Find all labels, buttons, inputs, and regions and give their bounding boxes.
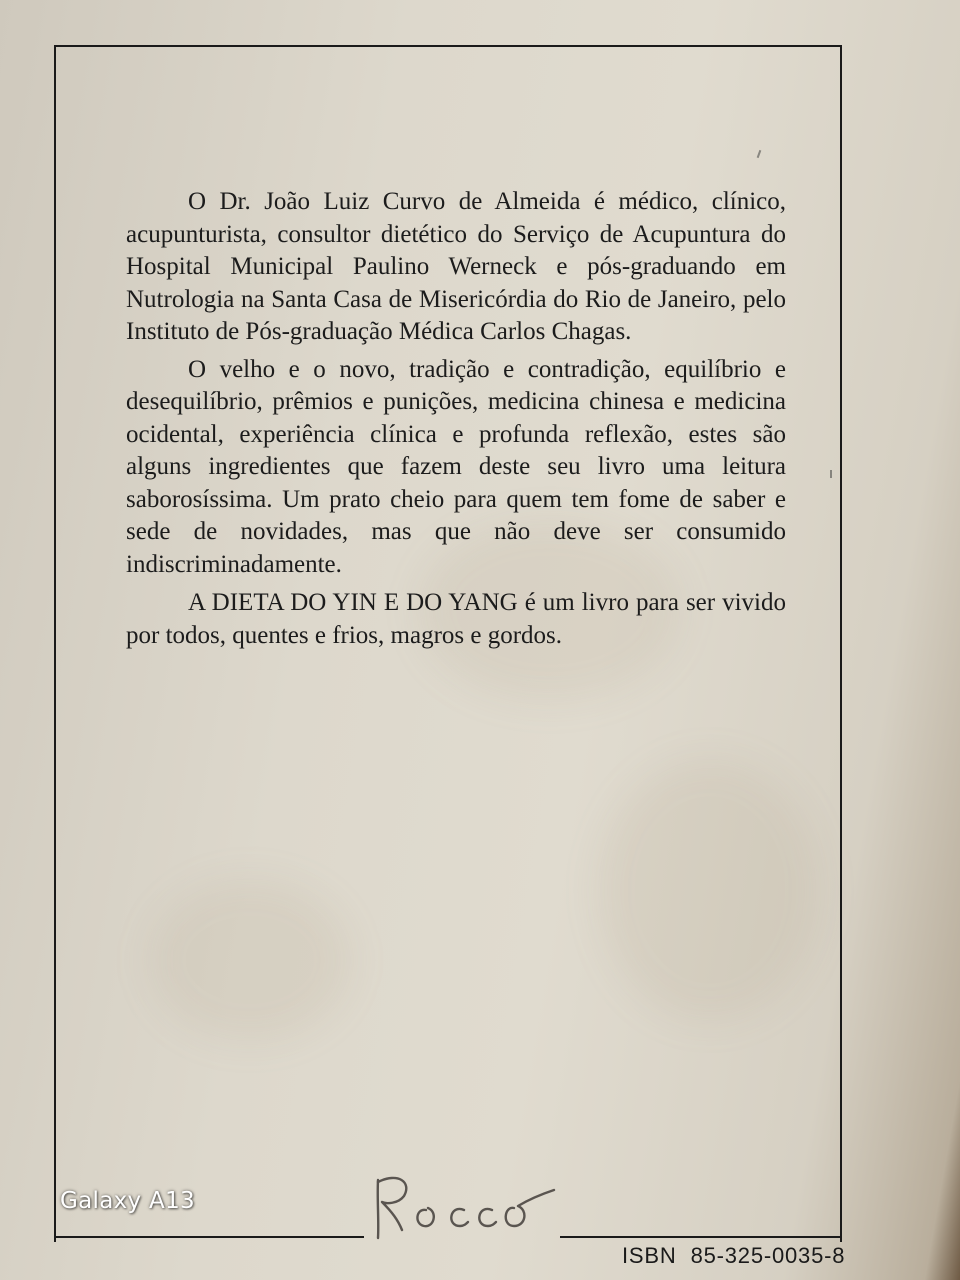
publisher-handwritten-signature	[368, 1160, 558, 1250]
closing-paragraph: A DIETA DO YIN E DO YANG é um livro para ser vivido por todos, quentes e frios, magros e gordos.	[126, 589, 786, 649]
isbn-number: 85-325-0035-8	[690, 1243, 846, 1268]
camera-watermark: Galaxy A13	[60, 1188, 195, 1214]
back-cover-blurb	[126, 186, 786, 652]
cover-border-bottom-right	[560, 1236, 840, 1238]
book-description-paragraph: O velho e o novo, tradição e contradição, equilíbrio e desequilíbrio, prêmios e punições, medicina chinesa e medicina ocidental, experiência clínica e profunda reflexão, estes são alguns ingredientes que fazem deste seu livro uma leitura saborosíssima. Um prato cheio para quem tem fome de saber e sede de novidades, mas que não deve ser consumido indiscriminadamente.	[126, 355, 786, 578]
isbn-label: ISBN	[622, 1243, 677, 1268]
isbn-code	[622, 1243, 845, 1269]
cover-border-bottom-left	[54, 1236, 364, 1238]
author-bio-paragraph: O Dr. João Luiz Curvo de Almeida é médico, clínico, acupunturista, consultor dietético do Serviço de Acupuntura do Hospital Municipal Paulino Werneck e pós-graduando em Nutrologia na Santa Casa de Misericórdia do Rio de Janeiro, pelo Instituto de Pós-graduação Médica Carlos Chagas.	[126, 188, 786, 345]
